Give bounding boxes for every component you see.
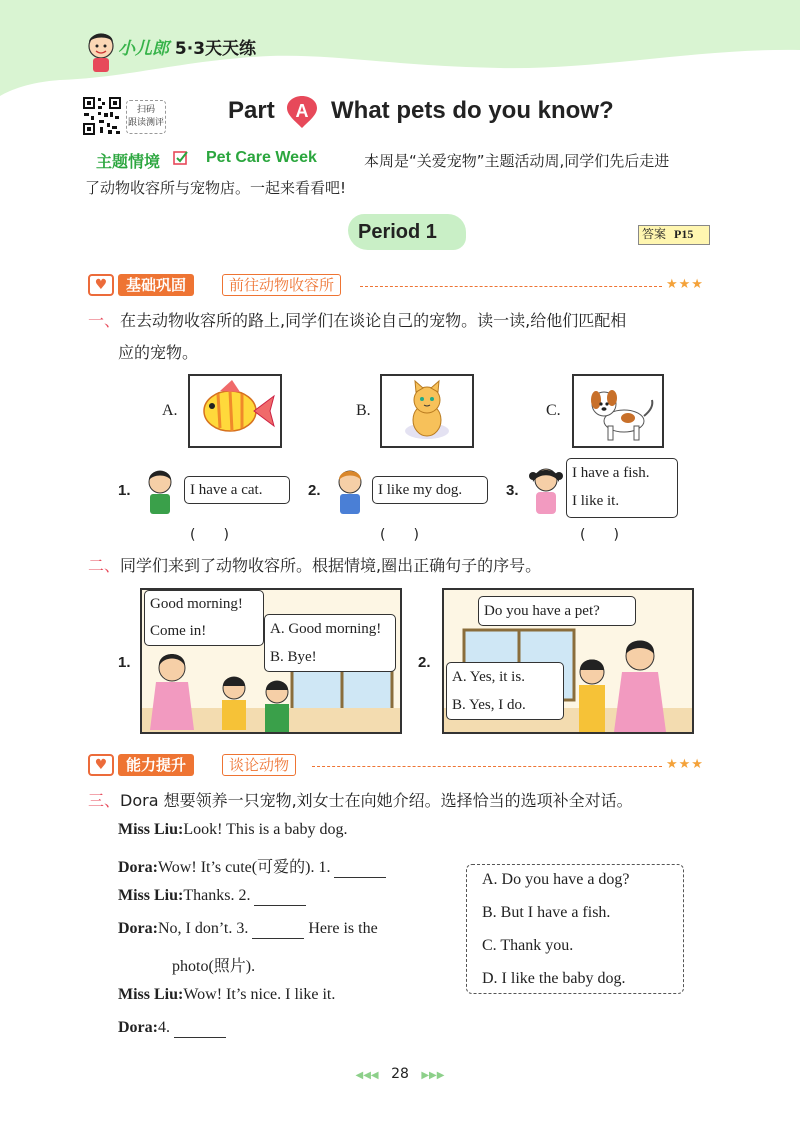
girl-icon	[524, 464, 568, 518]
mascot-icon	[84, 30, 118, 74]
section2-subtitle: 谈论动物	[222, 754, 296, 776]
boy-icon	[138, 466, 182, 518]
scene2-choice-a[interactable]: A. Yes, it is.	[452, 669, 525, 685]
q3-number: 三、	[88, 791, 121, 810]
dialogue-line-5: photo(照片).	[172, 958, 256, 975]
dialogue-text: Thanks. 2.	[183, 887, 251, 904]
option-c-letter: C.	[546, 402, 561, 419]
title-part: Part	[228, 97, 275, 124]
scene1-teacher-line-1: Good morning!	[150, 596, 243, 612]
section2-tag: 能力提升	[118, 754, 194, 776]
check-icon	[173, 150, 189, 166]
option-c: C. Thank you.	[482, 937, 574, 954]
page-number: 28	[391, 1066, 409, 1082]
scene1-choice-a[interactable]: A. Good morning!	[270, 621, 382, 637]
kid1-number: 1.	[118, 482, 131, 499]
dialogue-text: Look! This is a baby dog.	[183, 821, 348, 838]
theme-name: Pet Care Week	[206, 149, 317, 166]
q2-text: 同学们来到了动物收容所。根据情境,圈出正确句子的序号。	[120, 556, 542, 575]
kid2-number: 2.	[308, 482, 321, 499]
fish-icon	[190, 376, 280, 446]
dialogue-line-3	[118, 887, 306, 906]
answer-page: P15	[674, 227, 694, 241]
q3-text: Dora 想要领养一只宠物,刘女士在向她介绍。选择恰当的选项补全对话。	[120, 791, 633, 810]
qr-label-2: 跟读测评	[127, 118, 164, 128]
section2-stars: ★★★	[666, 757, 704, 772]
section1-tag: 基础巩固	[118, 274, 194, 296]
scene1-choice-bubble	[264, 614, 396, 672]
theme-label: 主题情境	[96, 152, 161, 171]
answer-blank-3[interactable]	[252, 920, 304, 939]
dialogue-text: No, I don’t. 3.	[157, 920, 249, 937]
answer-blank-4[interactable]	[174, 1019, 226, 1038]
brand-sub: 5·3天天练	[174, 39, 257, 59]
section2-divider	[312, 766, 662, 767]
boy-icon	[328, 466, 372, 518]
answer-label: 答案	[642, 227, 667, 241]
kid1-speech-bubble: I have a cat.	[184, 476, 290, 504]
scene2-choice-b[interactable]: B. Yes, I do.	[452, 697, 526, 713]
option-b-picture	[380, 374, 474, 448]
option-c-picture	[572, 374, 664, 448]
kid3-bubble-line-1: I have a fish.	[572, 465, 650, 481]
dialogue-speaker: Dora:	[118, 859, 158, 876]
q2-title	[88, 556, 541, 576]
option-a: A. Do you have a dog?	[482, 871, 630, 888]
scene2-question-bubble: Do you have a pet?	[478, 596, 636, 626]
q3-title	[88, 791, 633, 811]
brand-main: 小儿郎	[118, 39, 169, 59]
qr-label	[126, 100, 166, 134]
cat-icon	[382, 376, 472, 446]
section1-subtitle: 前往动物收容所	[222, 274, 341, 296]
dialogue-line-4	[118, 920, 378, 939]
qr-code-icon[interactable]	[82, 96, 122, 136]
dialogue-line-2	[118, 854, 386, 878]
dialogue-text: Wow! It’s cute(可爱的). 1.	[157, 859, 331, 876]
kid3-speech-bubble	[566, 458, 678, 518]
kid1-answer-blank[interactable]: ( )	[190, 527, 229, 543]
book-icon: ♥	[88, 754, 114, 776]
dialogue-line-7	[118, 1019, 226, 1038]
section1-divider	[360, 286, 662, 287]
footer-right-arrows: ▶▶▶	[421, 1070, 445, 1081]
dialogue-speaker: Miss Liu:	[118, 887, 184, 904]
dialogue-text: Wow! It’s nice. I like it.	[183, 986, 336, 1003]
kid3-bubble-line-2: I like it.	[572, 493, 620, 509]
book-icon: ♥	[88, 274, 114, 296]
kid2-answer-blank[interactable]: ( )	[380, 527, 419, 543]
option-b-letter: B.	[356, 402, 371, 419]
q1-title-1	[88, 311, 626, 331]
dialogue-text: 4.	[157, 1019, 170, 1036]
dialogue-speaker: Dora:	[118, 920, 158, 937]
qr-label-1: 扫码	[136, 105, 155, 115]
kid3-number: 3.	[506, 482, 519, 499]
q1-number: 一、	[88, 311, 121, 330]
dialogue-line-1	[118, 821, 347, 839]
kid2-speech-bubble: I like my dog.	[372, 476, 488, 504]
option-d: D. I like the baby dog.	[482, 970, 626, 987]
answer-blank-2[interactable]	[254, 887, 306, 906]
dialogue-speaker: Miss Liu:	[118, 986, 184, 1003]
page-footer	[340, 1066, 460, 1082]
theme-description-2: 了动物收容所与宠物店。一起来看看吧!	[85, 179, 347, 197]
option-a-picture	[188, 374, 282, 448]
dialogue-speaker: Miss Liu:	[118, 821, 184, 838]
period-title: Period 1	[358, 221, 437, 243]
part-a-letter: A	[295, 101, 309, 121]
page-title: What pets do you know?	[331, 97, 614, 124]
dog-icon	[574, 376, 662, 446]
footer-left-arrows: ◀◀◀	[355, 1070, 379, 1081]
scene1-teacher-line-2: Come in!	[150, 623, 207, 639]
q2-number: 二、	[88, 556, 121, 575]
scene2-number: 2.	[418, 654, 431, 671]
scene1-teacher-bubble	[144, 590, 264, 646]
q1-text-2: 应的宠物。	[118, 343, 199, 362]
scene1-choice-b[interactable]: B. Bye!	[270, 649, 317, 665]
q1-text-1: 在去动物收容所的路上,同学们在谈论自己的宠物。读一读,给他们匹配相	[120, 311, 627, 330]
dialogue-line-6	[118, 986, 335, 1004]
brand-title	[118, 34, 256, 59]
scene2-choice-bubble	[446, 662, 564, 720]
part-a-badge	[285, 95, 319, 129]
kid3-answer-blank[interactable]: ( )	[580, 527, 619, 543]
answer-blank-1[interactable]	[334, 859, 386, 878]
option-a-letter: A.	[162, 402, 178, 419]
dialogue-text-after: Here is the	[308, 920, 378, 937]
theme-description-1: 本周是“关爱宠物”主题活动周,同学们先后走进	[364, 152, 670, 170]
scene1-number: 1.	[118, 654, 131, 671]
option-b: B. But I have a fish.	[482, 904, 611, 921]
dialogue-speaker: Dora:	[118, 1019, 158, 1036]
section1-stars: ★★★	[666, 277, 704, 292]
